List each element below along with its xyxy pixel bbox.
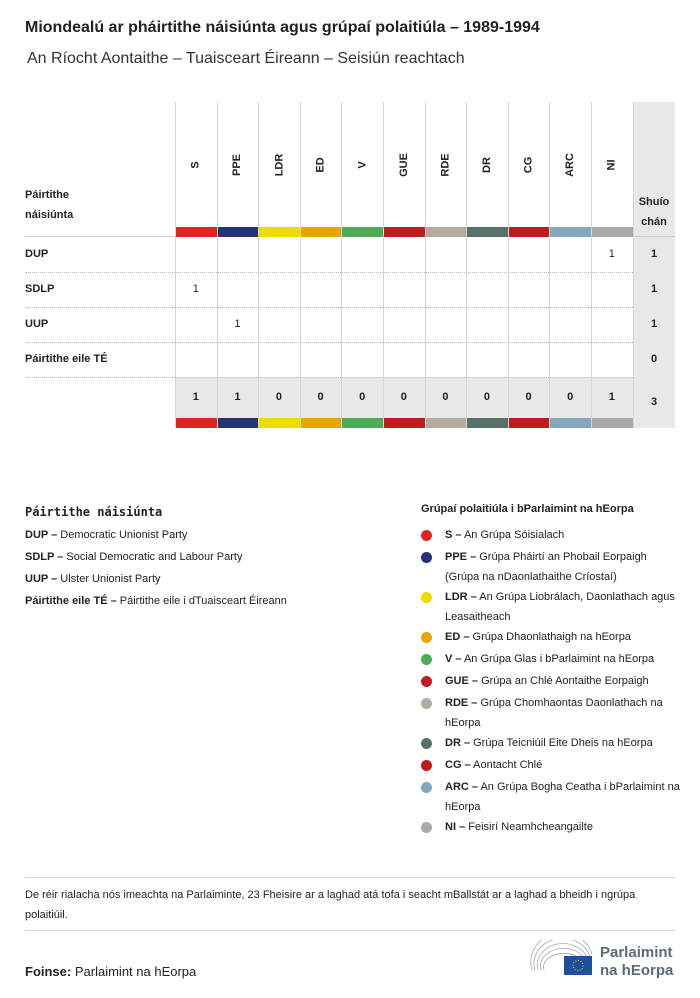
table-cell (508, 237, 550, 272)
table-cell (383, 307, 425, 342)
group-color-bar (508, 418, 550, 428)
national-legend-title (25, 503, 162, 521)
column-header-label: S (189, 160, 202, 169)
legend-abbr: DR – (445, 737, 471, 749)
column-header-label: ED (314, 156, 327, 173)
column-header-cg (508, 102, 550, 227)
group-color-bar (549, 418, 591, 428)
row-label: SDLP (25, 283, 55, 295)
table-cell (300, 272, 342, 307)
legend-name: Aontacht Chlé (473, 759, 543, 771)
column-header-label: V (356, 160, 369, 169)
group-legend-item (445, 693, 680, 733)
group-color-bar (258, 227, 300, 237)
legend-abbr: LDR – (445, 591, 477, 603)
legend-abbr: NI – (445, 821, 466, 833)
table-cell (300, 237, 342, 272)
group-legend-item (445, 627, 680, 647)
group-legend-item (445, 649, 680, 669)
table-cell (466, 307, 508, 342)
table-cell (549, 342, 591, 377)
group-color-bar (508, 227, 550, 237)
group-legend-item (445, 755, 680, 775)
national-legend-item (25, 526, 385, 544)
legend-name: An Grúpa Liobrálach, Daonlathach agus Leasaitheach (445, 591, 675, 623)
legend-abbr: DUP – (25, 529, 58, 541)
table-cell (508, 272, 550, 307)
legend-abbr: SDLP – (25, 551, 64, 563)
group-color-bar (425, 418, 467, 428)
source (25, 964, 196, 979)
group-color-bar (217, 418, 259, 428)
legend-dot-icon (421, 822, 432, 833)
legend-dot-icon (421, 592, 432, 603)
seat-table (0, 0, 700, 440)
table-cell (341, 237, 383, 272)
table-cell (508, 342, 550, 377)
legend-abbr: UUP – (25, 573, 58, 585)
source-label: Foinse: (25, 964, 72, 979)
row-label: DUP (25, 248, 49, 260)
table-cell (549, 307, 591, 342)
group-color-bar (549, 227, 591, 237)
legend-name: Grúpa Pháirtí an Phobail Eorpaigh (Grúpa na nDaonlathaithe Críostaí) (445, 551, 647, 583)
european-parliament-logo (530, 940, 680, 980)
table-cell (300, 342, 342, 377)
legend-name: Páirtithe eile i dTuaisceart Éireann (119, 595, 287, 607)
table-cell (341, 272, 383, 307)
group-legend-item (445, 777, 680, 817)
legend-abbr: PPE – (445, 551, 477, 563)
table-cell (175, 237, 217, 272)
logo-text: Parlaimint na hEorpa (600, 944, 674, 979)
total-header: Shuío chán (638, 196, 670, 228)
row-label: Páirtithe eile TÉ (25, 353, 108, 365)
column-header-label: RDE (439, 152, 452, 177)
table-cell (175, 342, 217, 377)
group-legend-item (445, 587, 680, 627)
national-legend-item (25, 570, 385, 588)
table-cell (258, 307, 300, 342)
group-color-bar (300, 418, 342, 428)
group-color-bar (591, 418, 633, 428)
table-cell (258, 237, 300, 272)
column-header-arc (549, 102, 591, 227)
legend-abbr: CG – (445, 759, 471, 771)
table-cell (383, 272, 425, 307)
grand-total: 3 (650, 396, 658, 408)
legend-name: An Grúpa Glas i bParlaimint na hEorpa (463, 653, 655, 665)
group-color-bar (383, 227, 425, 237)
group-color-bar (466, 418, 508, 428)
legend-name: Grúpa Teicniúil Eite Dheis na hEorpa (473, 737, 653, 749)
legend-abbr: ARC – (445, 781, 479, 793)
table-cell (591, 307, 633, 342)
column-header-ldr (258, 102, 300, 227)
page-subtitle: An Ríocht Aontaithe – Tuaisceart Éireann – Seisiún reachtach (27, 50, 465, 67)
table-cell (466, 272, 508, 307)
legend-abbr: V – (445, 653, 462, 665)
table-cell (466, 237, 508, 272)
table-cell (591, 342, 633, 377)
group-color-bar (175, 418, 217, 428)
legend-dot-icon (421, 760, 432, 771)
group-color-bar (466, 227, 508, 237)
legend-abbr: GUE – (445, 675, 479, 687)
total-cell: 1 (608, 391, 615, 403)
legend-abbr: Páirtithe eile TÉ – (25, 595, 117, 607)
table-cell (425, 237, 467, 272)
column-header-gue (383, 102, 425, 227)
table-cell (466, 342, 508, 377)
legend-dot-icon (421, 552, 432, 563)
column-header-label: NI (605, 159, 618, 170)
table-cell: 1 (192, 283, 199, 295)
table-cell (217, 237, 259, 272)
legend-dot-icon (421, 698, 432, 709)
legend-name: Social Democratic and Labour Party (66, 551, 243, 563)
legend-name: Grúpa Chomhaontas Daonlathach na hEorpa (445, 697, 663, 729)
column-header-ni (591, 102, 633, 227)
legend-name: An Grúpa Sóisialach (463, 529, 565, 541)
group-legend-item (445, 525, 680, 545)
column-header-dr (466, 102, 508, 227)
row-total: 0 (650, 353, 658, 365)
legend-abbr: ED – (445, 631, 470, 643)
divider (25, 930, 675, 931)
column-header-s (175, 102, 217, 227)
row-header: Páirtithe náisiúnta (25, 189, 74, 221)
column-header-ed (300, 102, 342, 227)
legend-name: An Grúpa Bogha Ceatha i bParlaimint na hEorpa (445, 781, 680, 813)
total-cell: 0 (442, 391, 449, 403)
legend-dot-icon (421, 676, 432, 687)
column-header-rde (425, 102, 467, 227)
table-cell (383, 237, 425, 272)
table-cell (549, 272, 591, 307)
group-color-bar (300, 227, 342, 237)
column-header-v (341, 102, 383, 227)
footnote: De réir rialacha nós imeachta na Parlaiminte, 23 Fheisire ar a laghad atá tofa i seacht mBallstát ar a laghad a bheidh i ngrúpa polaitiúil. (25, 889, 636, 921)
total-cell: 0 (525, 391, 532, 403)
total-cell: 0 (400, 391, 407, 403)
table-cell (258, 272, 300, 307)
table-cell (341, 307, 383, 342)
total-cell: 1 (234, 391, 241, 403)
total-cell: 0 (359, 391, 366, 403)
group-legend-item (445, 547, 680, 587)
legend-dot-icon (421, 632, 432, 643)
legend-dot-icon (421, 530, 432, 541)
row-label: UUP (25, 318, 49, 330)
group-color-bar (341, 418, 383, 428)
column-header-label: GUE (397, 152, 410, 177)
legend-dot-icon (421, 782, 432, 793)
table-cell (175, 307, 217, 342)
legend-name: Grúpa an Chlé Aontaithe Eorpaigh (481, 675, 649, 687)
row-total: 1 (650, 283, 658, 295)
legend-name: Democratic Unionist Party (60, 529, 188, 541)
page-title: Miondealú ar pháirtithe náisiúnta agus grúpaí polaitiúla – 1989-1994 (25, 19, 540, 36)
total-cell: 1 (192, 391, 199, 403)
table-cell: 1 (608, 248, 615, 260)
table-cell (341, 342, 383, 377)
table-cell (217, 342, 259, 377)
legend-name: Ulster Unionist Party (60, 573, 161, 585)
group-color-bar (591, 227, 633, 237)
legend-abbr: S – (445, 529, 462, 541)
table-cell: 1 (234, 318, 241, 330)
table-cell (425, 272, 467, 307)
national-legend-item (25, 592, 385, 610)
total-cell: 0 (483, 391, 491, 403)
row-total: 1 (650, 318, 658, 330)
table-cell (425, 342, 467, 377)
group-legend-item (445, 671, 680, 691)
total-cell: 0 (275, 391, 283, 403)
table-cell (591, 272, 633, 307)
column-header-label: DR (480, 156, 493, 173)
group-color-bar (175, 227, 217, 237)
table-cell (425, 307, 467, 342)
legend-dot-icon (421, 738, 432, 749)
column-header-label: CG (522, 156, 535, 173)
table-cell (549, 237, 591, 272)
group-legend-item (445, 733, 680, 753)
row-total: 1 (650, 248, 658, 260)
table-cell (217, 272, 259, 307)
column-header-label: ARC (564, 152, 577, 177)
row-divider (25, 377, 633, 378)
legend-name: Feisirí Neamhcheangailte (468, 821, 593, 833)
group-legend-item (445, 817, 680, 837)
legend-name: Grúpa Dhaonlathaigh na hEorpa (472, 631, 631, 643)
legend-dot-icon (421, 654, 432, 665)
source-value: Parlaimint na hEorpa (74, 964, 197, 979)
divider (25, 877, 675, 878)
table-cell (300, 307, 342, 342)
table-cell (258, 342, 300, 377)
column-header-label: PPE (231, 153, 244, 176)
total-cell: 0 (317, 391, 324, 403)
legend-title-text: Páirtithe náisiúnta (25, 505, 163, 519)
column-header-label: LDR (272, 153, 285, 176)
table-cell (383, 342, 425, 377)
total-cell: 0 (567, 391, 574, 403)
hemicycle-icon (530, 940, 594, 976)
group-color-bar (258, 418, 300, 428)
legend-abbr: RDE – (445, 697, 478, 709)
group-color-bar (217, 227, 259, 237)
group-legend-title: Grúpaí polaitiúla i bParlaimint na hEorpa (421, 503, 634, 515)
table-cell (508, 307, 550, 342)
column-header-ppe (217, 102, 259, 227)
group-color-bar (425, 227, 467, 237)
group-color-bar (383, 418, 425, 428)
group-color-bar (341, 227, 383, 237)
national-legend-item (25, 548, 385, 566)
